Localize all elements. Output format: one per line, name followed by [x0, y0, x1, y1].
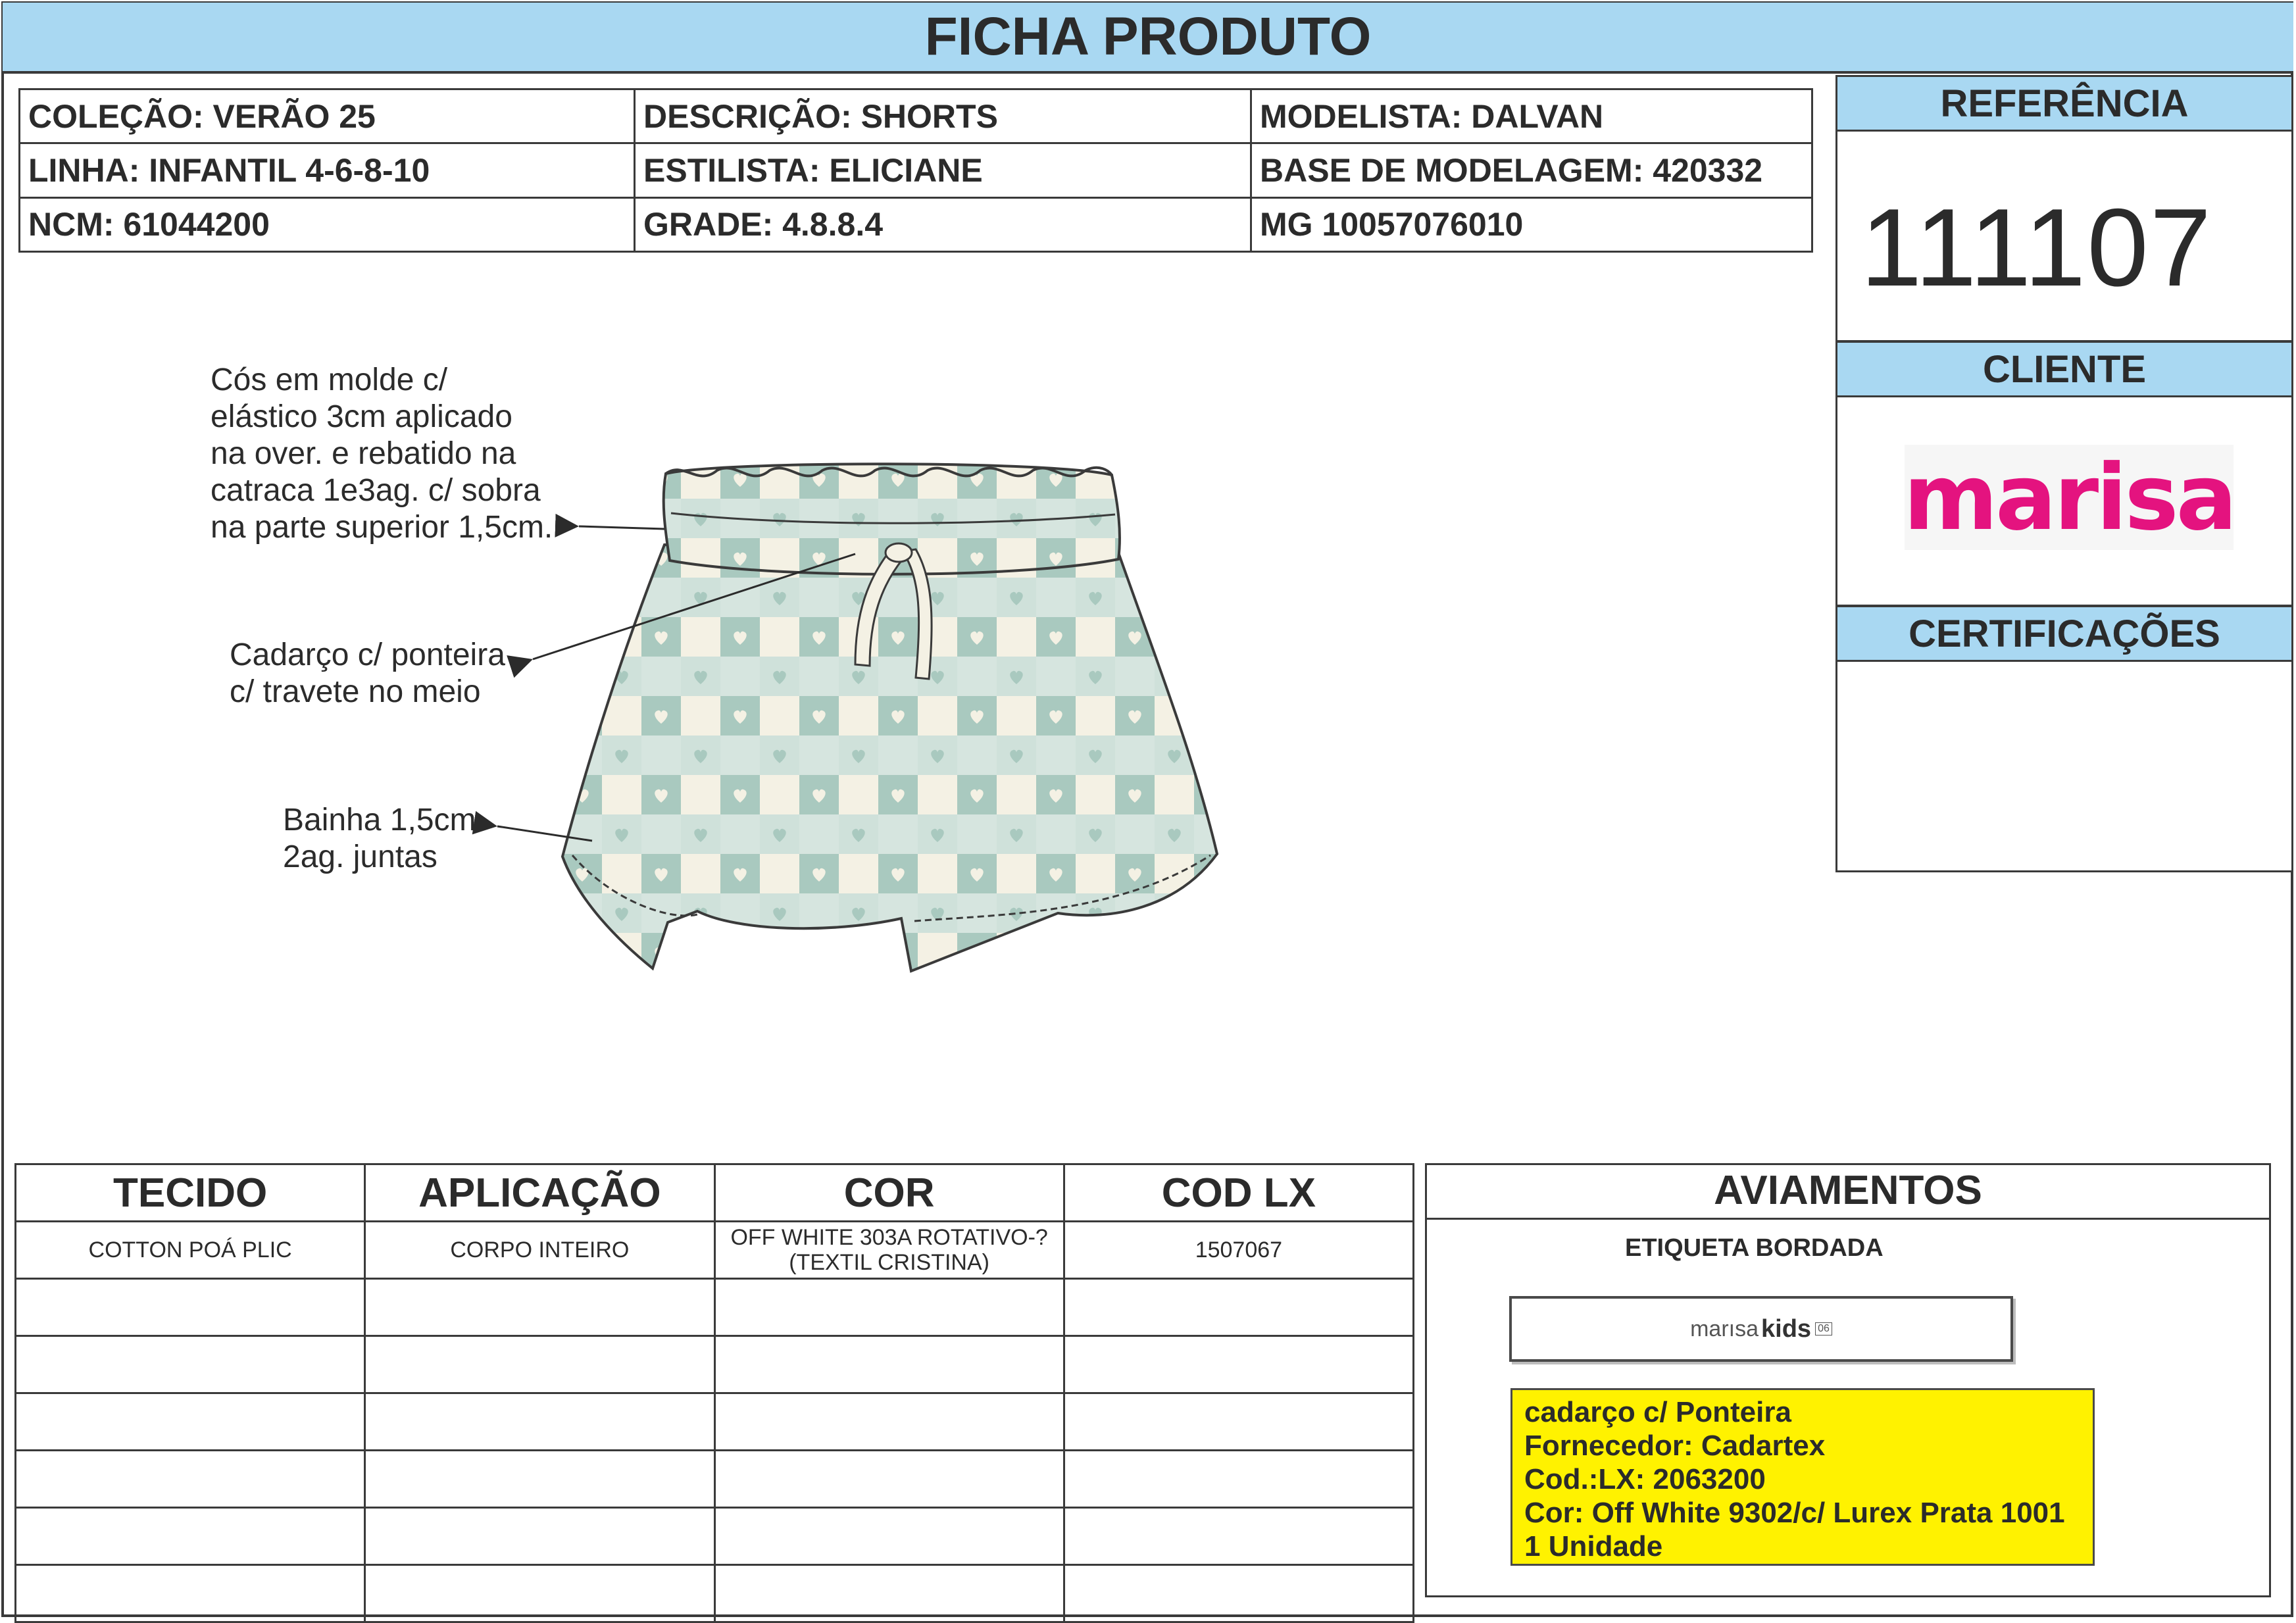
cell-tecido: COTTON POÁ PLIC: [16, 1222, 365, 1279]
materials-header-row: [16, 1164, 1414, 1222]
etiqueta-title: ETIQUETA BORDADA: [1625, 1234, 1884, 1262]
certificacoes-header: CERTIFICAÇÕES: [1835, 605, 2293, 662]
info-grade: GRADE: 4.8.8.4: [635, 197, 1251, 251]
label-size: 06: [1815, 1322, 1832, 1336]
referencia-header: REFERÊNCIA: [1835, 75, 2293, 132]
info-ncm: NCM: 61044200: [20, 197, 635, 251]
referencia-value: 111107: [1860, 186, 2213, 309]
info-colecao: COLEÇÃO: VERÃO 25: [20, 89, 635, 143]
trim-line: 1 Unidade: [1524, 1530, 1663, 1562]
info-linha: LINHA: INFANTIL 4-6-8-10: [20, 143, 635, 197]
waistband-note: Cós em molde c/ elástico 3cm aplicado na over. e rebatido na catraca 1e3ag. c/ sobra na parte superior 1,5cm.: [211, 362, 553, 545]
trim-line: cadarço c/ Ponteira: [1524, 1396, 1791, 1428]
cliente-header: CLIENTE: [1835, 341, 2293, 397]
cell-aplicacao: CORPO INTEIRO: [365, 1222, 714, 1279]
table-row: [16, 1222, 1414, 1279]
materials-table: [14, 1163, 1414, 1623]
header-cor: COR: [714, 1164, 1064, 1222]
header-tecido: TECIDO: [16, 1164, 365, 1222]
page-title: FICHA PRODUTO: [924, 7, 1372, 66]
trim-line: Fornecedor: Cadartex: [1524, 1430, 1826, 1462]
client-logo-text: marisa: [1903, 444, 2235, 551]
header-aplicacao: APLICAÇÃO: [365, 1164, 714, 1222]
table-row: [16, 1451, 1414, 1508]
table-row: [16, 1508, 1414, 1565]
trim-note: [1510, 1388, 2095, 1566]
info-mg: MG 10057076010: [1251, 197, 1812, 251]
trim-line: Cod.:LX: 2063200: [1524, 1463, 1766, 1495]
table-row: [16, 1393, 1414, 1451]
trim-line: Cor: Off White 9302/c/ Lurex Prata 1001: [1524, 1497, 2065, 1529]
shorts-body: [562, 545, 1217, 971]
table-row: [16, 1336, 1414, 1393]
table-row: [16, 1279, 1414, 1336]
label-brand-name: marısa: [1690, 1316, 1759, 1341]
waistband-arrow: [579, 526, 664, 529]
hem-note: Bainha 1,5cm 2ag. juntas: [283, 803, 476, 874]
info-estilista: ESTILISTA: ELICIANE: [635, 143, 1251, 197]
table-row: [16, 1565, 1414, 1622]
info-descricao: DESCRIÇÃO: SHORTS: [635, 89, 1251, 143]
label-brand-kids: kids: [1761, 1314, 1812, 1343]
cell-cor: OFF WHITE 303A ROTATIVO-? (TEXTIL CRISTINA): [714, 1222, 1064, 1279]
etiqueta-label: [1509, 1296, 2013, 1362]
drawstring-note: Cadarço c/ ponteira c/ travete no meio: [230, 637, 505, 709]
cell-cod-lx: 1507067: [1064, 1222, 1413, 1279]
header-cod-lx: COD LX: [1064, 1164, 1413, 1222]
info-base-modelagem: BASE DE MODELAGEM: 420332: [1251, 143, 1812, 197]
aviamentos-header: AVIAMENTOS: [1425, 1163, 2271, 1220]
info-modelista: MODELISTA: DALVAN: [1251, 89, 1812, 143]
